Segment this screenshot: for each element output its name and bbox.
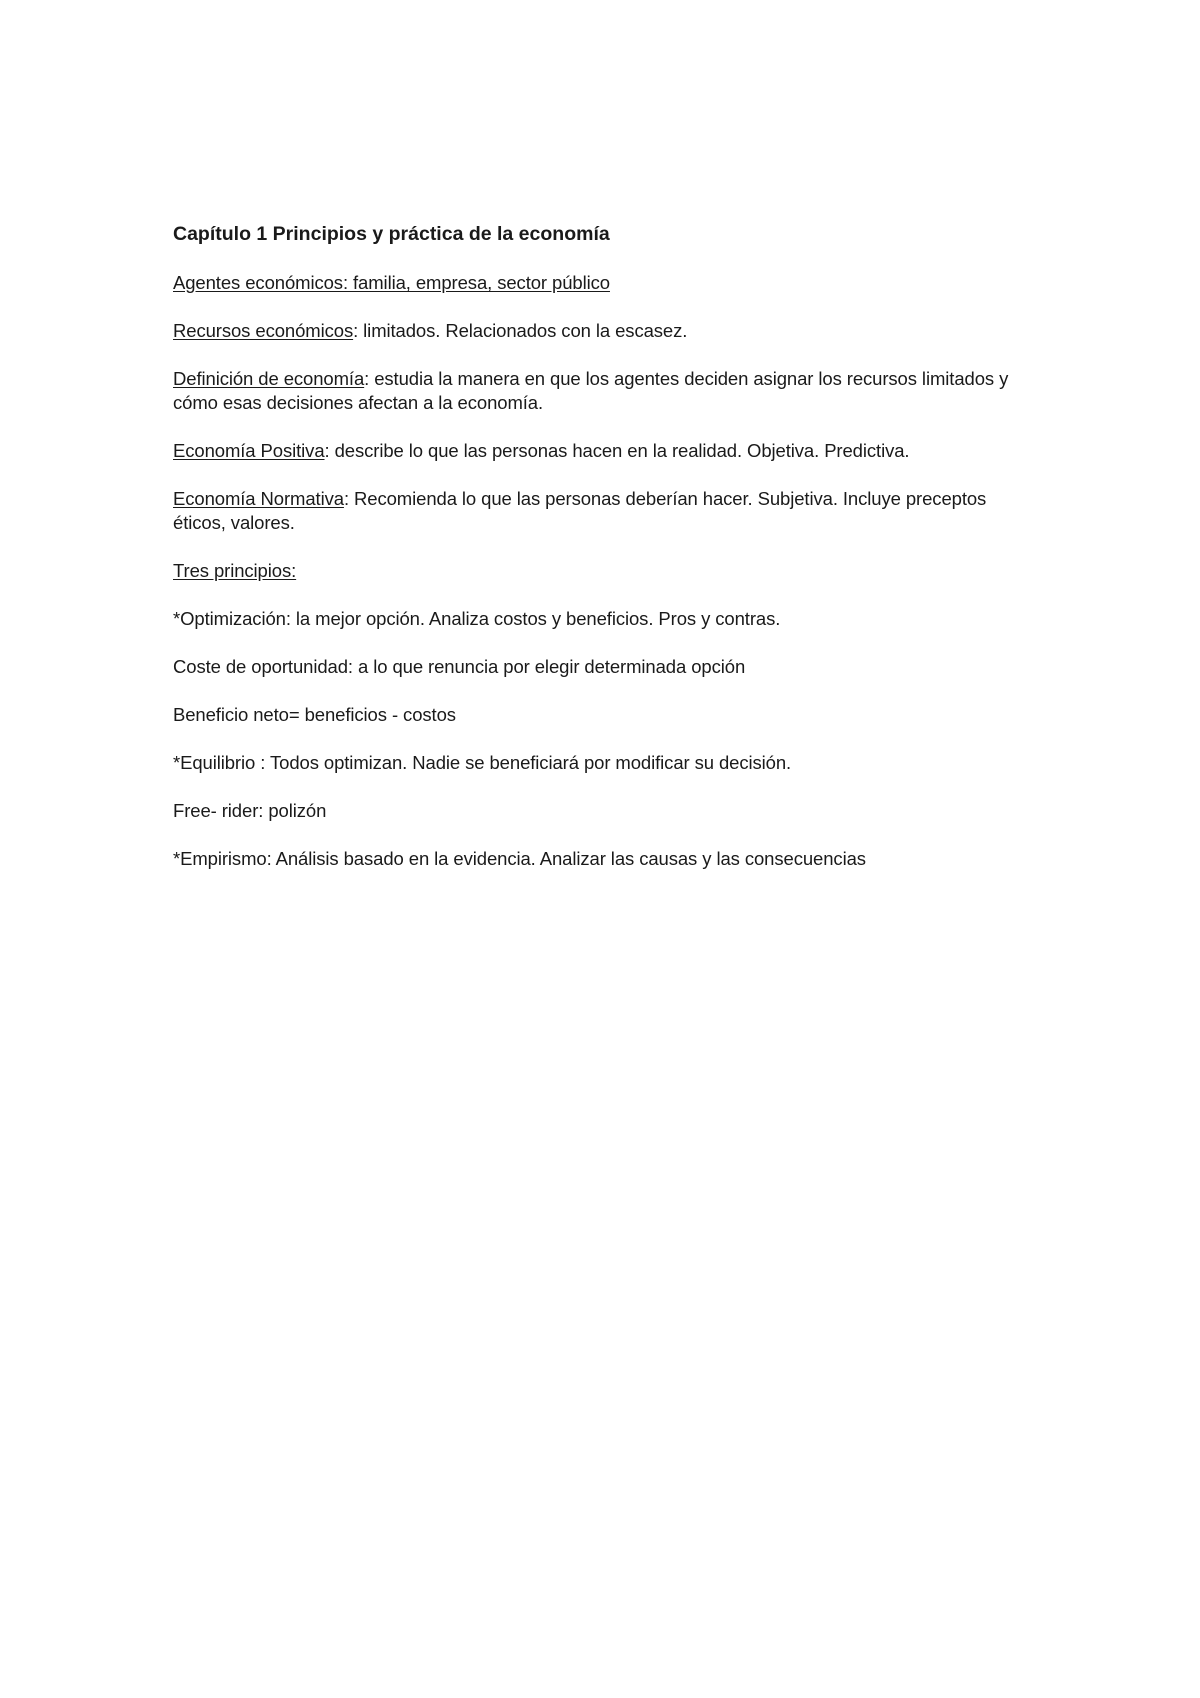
agentes-text: Agentes económicos: familia, empresa, sector público bbox=[173, 272, 610, 293]
normativa-term: Economía Normativa bbox=[173, 488, 344, 509]
tres-principios-heading: Tres principios: bbox=[173, 560, 297, 581]
chapter-title: Capítulo 1 Principios y práctica de la economía bbox=[173, 223, 610, 245]
paragraph-recursos bbox=[173, 319, 1033, 343]
paragraph-tres-principios bbox=[173, 559, 1033, 583]
paragraph-optimizacion: *Optimización: la mejor opción. Analiza costos y beneficios. Pros y contras. bbox=[173, 608, 781, 629]
paragraph-equilibrio: *Equilibrio : Todos optimizan. Nadie se beneficiará por modificar su decisión. bbox=[173, 752, 792, 773]
positiva-term: Economía Positiva bbox=[173, 440, 325, 461]
paragraph-definicion bbox=[173, 367, 1033, 415]
positiva-text: : describe lo que las personas hacen en la realidad. Objetiva. Predictiva. bbox=[324, 440, 910, 461]
definicion-term: Definición de economía bbox=[173, 368, 365, 389]
definicion-text: : estudia la manera en que los agentes deciden asignar los recursos limitados y cómo esas decisiones afectan a la economía. bbox=[173, 368, 1009, 413]
recursos-term: Recursos económicos bbox=[173, 320, 354, 341]
paragraph-beneficio-neto: Beneficio neto= beneficios - costos bbox=[173, 704, 456, 725]
paragraph-coste-oportunidad: Coste de oportunidad: a lo que renuncia por elegir determinada opción bbox=[173, 656, 746, 677]
paragraph-positiva bbox=[173, 439, 1033, 463]
paragraph-normativa bbox=[173, 487, 1033, 535]
normativa-text: : Recomienda lo que las personas deberían hacer. Subjetiva. Incluye preceptos éticos, valores. bbox=[173, 488, 987, 533]
recursos-text: : limitados. Relacionados con la escasez. bbox=[353, 320, 688, 341]
document-body bbox=[173, 222, 1033, 895]
paragraph-free-rider: Free- rider: polizón bbox=[173, 800, 327, 821]
paragraph-agentes bbox=[173, 271, 1033, 295]
paragraph-empirismo: *Empirismo: Análisis basado en la evidencia. Analizar las causas y las consecuencias bbox=[173, 848, 866, 869]
